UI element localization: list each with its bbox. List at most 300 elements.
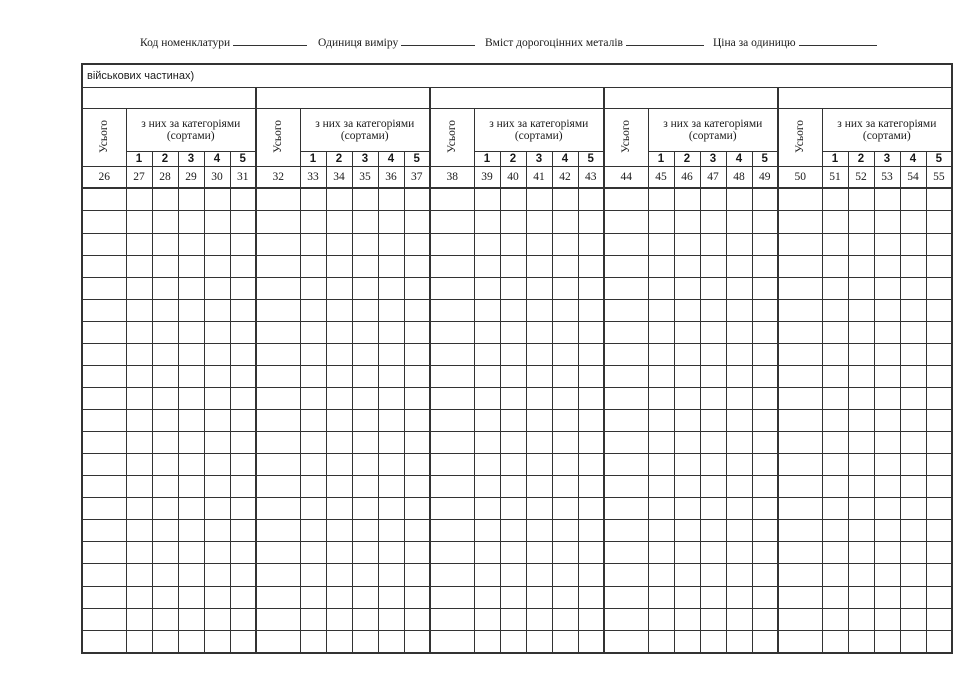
table-cell[interactable] <box>726 343 752 365</box>
table-cell[interactable] <box>552 343 578 365</box>
table-cell[interactable] <box>256 520 300 542</box>
table-cell[interactable] <box>126 343 152 365</box>
table-cell[interactable] <box>300 586 326 608</box>
table-cell[interactable] <box>204 233 230 255</box>
table-cell[interactable] <box>578 520 604 542</box>
table-cell[interactable] <box>874 211 900 233</box>
table-cell[interactable] <box>204 211 230 233</box>
table-cell[interactable] <box>926 299 952 321</box>
table-cell[interactable] <box>578 387 604 409</box>
table-cell[interactable] <box>430 255 474 277</box>
table-cell[interactable] <box>126 365 152 387</box>
table-cell[interactable] <box>726 299 752 321</box>
table-cell[interactable] <box>648 498 674 520</box>
table-cell[interactable] <box>526 255 552 277</box>
table-cell[interactable] <box>752 498 778 520</box>
table-cell[interactable] <box>822 432 848 454</box>
table-cell[interactable] <box>352 299 378 321</box>
table-cell[interactable] <box>848 520 874 542</box>
table-cell[interactable] <box>152 630 178 653</box>
table-cell[interactable] <box>82 432 126 454</box>
table-cell[interactable] <box>204 520 230 542</box>
table-cell[interactable] <box>430 432 474 454</box>
table-cell[interactable] <box>822 586 848 608</box>
table-cell[interactable] <box>256 586 300 608</box>
table-cell[interactable] <box>404 476 430 498</box>
table-cell[interactable] <box>474 299 500 321</box>
table-cell[interactable] <box>526 299 552 321</box>
table-cell[interactable] <box>552 233 578 255</box>
table-cell[interactable] <box>256 188 300 211</box>
table-cell[interactable] <box>604 520 648 542</box>
table-cell[interactable] <box>352 542 378 564</box>
table-cell[interactable] <box>500 498 526 520</box>
table-cell[interactable] <box>300 233 326 255</box>
table-cell[interactable] <box>230 277 256 299</box>
table-cell[interactable] <box>848 233 874 255</box>
table-cell[interactable] <box>726 255 752 277</box>
table-cell[interactable] <box>178 476 204 498</box>
table-cell[interactable] <box>126 564 152 586</box>
table-cell[interactable] <box>500 365 526 387</box>
table-cell[interactable] <box>604 387 648 409</box>
table-cell[interactable] <box>326 233 352 255</box>
table-cell[interactable] <box>778 630 822 653</box>
table-cell[interactable] <box>352 321 378 343</box>
table-cell[interactable] <box>604 255 648 277</box>
table-cell[interactable] <box>300 255 326 277</box>
table-cell[interactable] <box>526 564 552 586</box>
table-cell[interactable] <box>552 321 578 343</box>
table-cell[interactable] <box>126 387 152 409</box>
table-cell[interactable] <box>326 520 352 542</box>
table-cell[interactable] <box>674 454 700 476</box>
table-cell[interactable] <box>822 365 848 387</box>
table-cell[interactable] <box>778 586 822 608</box>
table-cell[interactable] <box>326 630 352 653</box>
table-cell[interactable] <box>926 343 952 365</box>
table-cell[interactable] <box>230 498 256 520</box>
table-cell[interactable] <box>378 343 404 365</box>
table-cell[interactable] <box>752 432 778 454</box>
table-cell[interactable] <box>674 498 700 520</box>
table-cell[interactable] <box>178 410 204 432</box>
table-cell[interactable] <box>552 387 578 409</box>
table-cell[interactable] <box>430 211 474 233</box>
table-cell[interactable] <box>474 387 500 409</box>
table-cell[interactable] <box>126 233 152 255</box>
group-title-cell[interactable] <box>82 88 256 109</box>
table-cell[interactable] <box>604 277 648 299</box>
table-cell[interactable] <box>822 321 848 343</box>
table-cell[interactable] <box>204 564 230 586</box>
table-cell[interactable] <box>648 454 674 476</box>
table-cell[interactable] <box>82 410 126 432</box>
table-cell[interactable] <box>500 454 526 476</box>
table-cell[interactable] <box>578 586 604 608</box>
table-cell[interactable] <box>926 211 952 233</box>
table-cell[interactable] <box>326 277 352 299</box>
table-cell[interactable] <box>430 299 474 321</box>
table-cell[interactable] <box>82 498 126 520</box>
table-cell[interactable] <box>674 387 700 409</box>
table-cell[interactable] <box>352 365 378 387</box>
table-cell[interactable] <box>204 476 230 498</box>
table-cell[interactable] <box>700 233 726 255</box>
table-cell[interactable] <box>822 542 848 564</box>
table-cell[interactable] <box>778 542 822 564</box>
table-cell[interactable] <box>430 476 474 498</box>
table-cell[interactable] <box>778 321 822 343</box>
table-cell[interactable] <box>874 255 900 277</box>
table-cell[interactable] <box>552 608 578 630</box>
table-cell[interactable] <box>152 188 178 211</box>
table-cell[interactable] <box>900 410 926 432</box>
table-cell[interactable] <box>726 608 752 630</box>
table-cell[interactable] <box>926 520 952 542</box>
table-cell[interactable] <box>874 498 900 520</box>
table-cell[interactable] <box>926 608 952 630</box>
table-cell[interactable] <box>726 387 752 409</box>
table-cell[interactable] <box>648 586 674 608</box>
table-cell[interactable] <box>404 299 430 321</box>
table-cell[interactable] <box>578 542 604 564</box>
table-cell[interactable] <box>726 476 752 498</box>
table-cell[interactable] <box>230 211 256 233</box>
table-cell[interactable] <box>848 630 874 653</box>
table-cell[interactable] <box>204 410 230 432</box>
table-cell[interactable] <box>82 476 126 498</box>
table-cell[interactable] <box>648 564 674 586</box>
table-cell[interactable] <box>926 432 952 454</box>
table-cell[interactable] <box>900 432 926 454</box>
table-cell[interactable] <box>378 299 404 321</box>
table-cell[interactable] <box>430 564 474 586</box>
table-cell[interactable] <box>874 387 900 409</box>
table-cell[interactable] <box>178 299 204 321</box>
table-cell[interactable] <box>178 542 204 564</box>
table-cell[interactable] <box>874 233 900 255</box>
table-cell[interactable] <box>378 387 404 409</box>
table-cell[interactable] <box>352 255 378 277</box>
table-cell[interactable] <box>578 277 604 299</box>
table-cell[interactable] <box>674 542 700 564</box>
table-cell[interactable] <box>256 410 300 432</box>
table-cell[interactable] <box>404 188 430 211</box>
table-cell[interactable] <box>352 233 378 255</box>
table-cell[interactable] <box>204 321 230 343</box>
table-cell[interactable] <box>178 520 204 542</box>
table-cell[interactable] <box>326 343 352 365</box>
table-cell[interactable] <box>500 188 526 211</box>
table-cell[interactable] <box>578 365 604 387</box>
table-cell[interactable] <box>848 564 874 586</box>
table-cell[interactable] <box>778 299 822 321</box>
table-cell[interactable] <box>404 564 430 586</box>
table-cell[interactable] <box>900 630 926 653</box>
table-cell[interactable] <box>604 299 648 321</box>
table-cell[interactable] <box>404 608 430 630</box>
table-cell[interactable] <box>552 277 578 299</box>
table-cell[interactable] <box>404 211 430 233</box>
table-cell[interactable] <box>300 520 326 542</box>
table-cell[interactable] <box>700 387 726 409</box>
table-cell[interactable] <box>578 564 604 586</box>
table-cell[interactable] <box>230 432 256 454</box>
table-cell[interactable] <box>404 343 430 365</box>
table-cell[interactable] <box>926 321 952 343</box>
table-cell[interactable] <box>926 630 952 653</box>
table-cell[interactable] <box>604 410 648 432</box>
table-cell[interactable] <box>300 410 326 432</box>
table-cell[interactable] <box>352 410 378 432</box>
table-cell[interactable] <box>674 365 700 387</box>
table-cell[interactable] <box>474 277 500 299</box>
table-cell[interactable] <box>178 630 204 653</box>
table-cell[interactable] <box>256 365 300 387</box>
table-cell[interactable] <box>726 188 752 211</box>
table-cell[interactable] <box>300 188 326 211</box>
table-cell[interactable] <box>848 343 874 365</box>
table-cell[interactable] <box>648 277 674 299</box>
unit-price-blank[interactable] <box>799 34 877 46</box>
table-cell[interactable] <box>500 299 526 321</box>
table-cell[interactable] <box>874 365 900 387</box>
table-cell[interactable] <box>900 299 926 321</box>
table-cell[interactable] <box>326 321 352 343</box>
table-cell[interactable] <box>726 586 752 608</box>
table-cell[interactable] <box>926 277 952 299</box>
table-cell[interactable] <box>352 520 378 542</box>
table-cell[interactable] <box>256 387 300 409</box>
table-cell[interactable] <box>648 630 674 653</box>
table-cell[interactable] <box>526 387 552 409</box>
table-cell[interactable] <box>378 432 404 454</box>
table-cell[interactable] <box>82 542 126 564</box>
table-cell[interactable] <box>474 542 500 564</box>
table-cell[interactable] <box>700 255 726 277</box>
table-cell[interactable] <box>822 630 848 653</box>
table-cell[interactable] <box>152 299 178 321</box>
table-cell[interactable] <box>430 365 474 387</box>
table-cell[interactable] <box>82 299 126 321</box>
table-cell[interactable] <box>726 432 752 454</box>
table-cell[interactable] <box>378 586 404 608</box>
table-cell[interactable] <box>552 498 578 520</box>
table-cell[interactable] <box>822 520 848 542</box>
table-cell[interactable] <box>526 476 552 498</box>
table-cell[interactable] <box>726 410 752 432</box>
table-cell[interactable] <box>378 277 404 299</box>
table-cell[interactable] <box>126 630 152 653</box>
table-cell[interactable] <box>604 608 648 630</box>
table-cell[interactable] <box>900 564 926 586</box>
table-cell[interactable] <box>604 586 648 608</box>
table-cell[interactable] <box>378 608 404 630</box>
table-cell[interactable] <box>500 586 526 608</box>
table-cell[interactable] <box>648 233 674 255</box>
table-cell[interactable] <box>500 387 526 409</box>
table-cell[interactable] <box>326 211 352 233</box>
table-cell[interactable] <box>204 365 230 387</box>
table-cell[interactable] <box>578 343 604 365</box>
table-cell[interactable] <box>900 542 926 564</box>
table-cell[interactable] <box>926 476 952 498</box>
table-cell[interactable] <box>604 321 648 343</box>
table-cell[interactable] <box>152 498 178 520</box>
table-cell[interactable] <box>648 410 674 432</box>
table-cell[interactable] <box>152 564 178 586</box>
table-cell[interactable] <box>822 211 848 233</box>
table-cell[interactable] <box>752 476 778 498</box>
table-cell[interactable] <box>300 564 326 586</box>
table-cell[interactable] <box>352 211 378 233</box>
table-cell[interactable] <box>926 188 952 211</box>
table-cell[interactable] <box>874 410 900 432</box>
table-cell[interactable] <box>430 343 474 365</box>
table-cell[interactable] <box>700 211 726 233</box>
table-cell[interactable] <box>700 608 726 630</box>
table-cell[interactable] <box>526 432 552 454</box>
table-cell[interactable] <box>726 233 752 255</box>
table-cell[interactable] <box>230 387 256 409</box>
table-cell[interactable] <box>82 188 126 211</box>
table-cell[interactable] <box>822 564 848 586</box>
table-cell[interactable] <box>352 277 378 299</box>
table-cell[interactable] <box>126 432 152 454</box>
table-cell[interactable] <box>874 564 900 586</box>
table-cell[interactable] <box>822 410 848 432</box>
table-cell[interactable] <box>404 321 430 343</box>
table-cell[interactable] <box>300 454 326 476</box>
table-cell[interactable] <box>900 277 926 299</box>
table-cell[interactable] <box>700 630 726 653</box>
table-cell[interactable] <box>326 542 352 564</box>
table-cell[interactable] <box>178 321 204 343</box>
table-cell[interactable] <box>578 188 604 211</box>
table-cell[interactable] <box>178 498 204 520</box>
table-cell[interactable] <box>726 454 752 476</box>
table-cell[interactable] <box>526 454 552 476</box>
table-cell[interactable] <box>700 432 726 454</box>
table-cell[interactable] <box>848 299 874 321</box>
table-cell[interactable] <box>378 630 404 653</box>
table-cell[interactable] <box>326 432 352 454</box>
table-cell[interactable] <box>178 365 204 387</box>
table-cell[interactable] <box>82 387 126 409</box>
table-cell[interactable] <box>404 542 430 564</box>
table-cell[interactable] <box>178 454 204 476</box>
table-cell[interactable] <box>778 387 822 409</box>
table-cell[interactable] <box>326 498 352 520</box>
table-cell[interactable] <box>526 343 552 365</box>
table-cell[interactable] <box>822 476 848 498</box>
table-cell[interactable] <box>230 321 256 343</box>
table-cell[interactable] <box>256 233 300 255</box>
table-cell[interactable] <box>326 476 352 498</box>
table-cell[interactable] <box>900 387 926 409</box>
table-cell[interactable] <box>378 476 404 498</box>
table-cell[interactable] <box>326 188 352 211</box>
table-cell[interactable] <box>700 520 726 542</box>
table-cell[interactable] <box>126 299 152 321</box>
table-cell[interactable] <box>752 564 778 586</box>
table-cell[interactable] <box>204 255 230 277</box>
table-cell[interactable] <box>404 277 430 299</box>
table-cell[interactable] <box>230 564 256 586</box>
nomenclature-code-blank[interactable] <box>233 34 307 46</box>
table-cell[interactable] <box>526 630 552 653</box>
table-cell[interactable] <box>700 188 726 211</box>
table-cell[interactable] <box>230 255 256 277</box>
table-cell[interactable] <box>474 476 500 498</box>
table-cell[interactable] <box>256 542 300 564</box>
table-cell[interactable] <box>430 586 474 608</box>
table-cell[interactable] <box>126 498 152 520</box>
table-cell[interactable] <box>378 188 404 211</box>
table-cell[interactable] <box>674 476 700 498</box>
table-cell[interactable] <box>300 476 326 498</box>
table-cell[interactable] <box>404 454 430 476</box>
table-cell[interactable] <box>752 630 778 653</box>
table-cell[interactable] <box>500 476 526 498</box>
table-cell[interactable] <box>848 542 874 564</box>
table-cell[interactable] <box>474 564 500 586</box>
table-cell[interactable] <box>474 520 500 542</box>
table-cell[interactable] <box>752 277 778 299</box>
table-cell[interactable] <box>352 586 378 608</box>
table-cell[interactable] <box>404 432 430 454</box>
table-cell[interactable] <box>300 432 326 454</box>
table-cell[interactable] <box>178 432 204 454</box>
table-cell[interactable] <box>230 365 256 387</box>
table-cell[interactable] <box>752 188 778 211</box>
table-cell[interactable] <box>778 343 822 365</box>
table-cell[interactable] <box>578 498 604 520</box>
table-cell[interactable] <box>300 542 326 564</box>
table-cell[interactable] <box>752 387 778 409</box>
table-cell[interactable] <box>778 520 822 542</box>
table-cell[interactable] <box>578 321 604 343</box>
table-cell[interactable] <box>378 564 404 586</box>
table-cell[interactable] <box>778 454 822 476</box>
table-cell[interactable] <box>256 255 300 277</box>
table-cell[interactable] <box>778 255 822 277</box>
table-cell[interactable] <box>526 586 552 608</box>
table-cell[interactable] <box>378 410 404 432</box>
table-cell[interactable] <box>430 542 474 564</box>
table-cell[interactable] <box>926 586 952 608</box>
table-cell[interactable] <box>848 365 874 387</box>
table-cell[interactable] <box>500 542 526 564</box>
table-cell[interactable] <box>778 564 822 586</box>
table-cell[interactable] <box>126 542 152 564</box>
table-cell[interactable] <box>404 387 430 409</box>
table-cell[interactable] <box>526 321 552 343</box>
table-cell[interactable] <box>726 542 752 564</box>
table-cell[interactable] <box>752 608 778 630</box>
table-cell[interactable] <box>126 410 152 432</box>
table-cell[interactable] <box>604 454 648 476</box>
table-cell[interactable] <box>700 476 726 498</box>
table-cell[interactable] <box>352 476 378 498</box>
table-cell[interactable] <box>648 321 674 343</box>
table-cell[interactable] <box>700 277 726 299</box>
table-cell[interactable] <box>552 255 578 277</box>
table-cell[interactable] <box>500 432 526 454</box>
table-cell[interactable] <box>230 188 256 211</box>
table-cell[interactable] <box>152 476 178 498</box>
